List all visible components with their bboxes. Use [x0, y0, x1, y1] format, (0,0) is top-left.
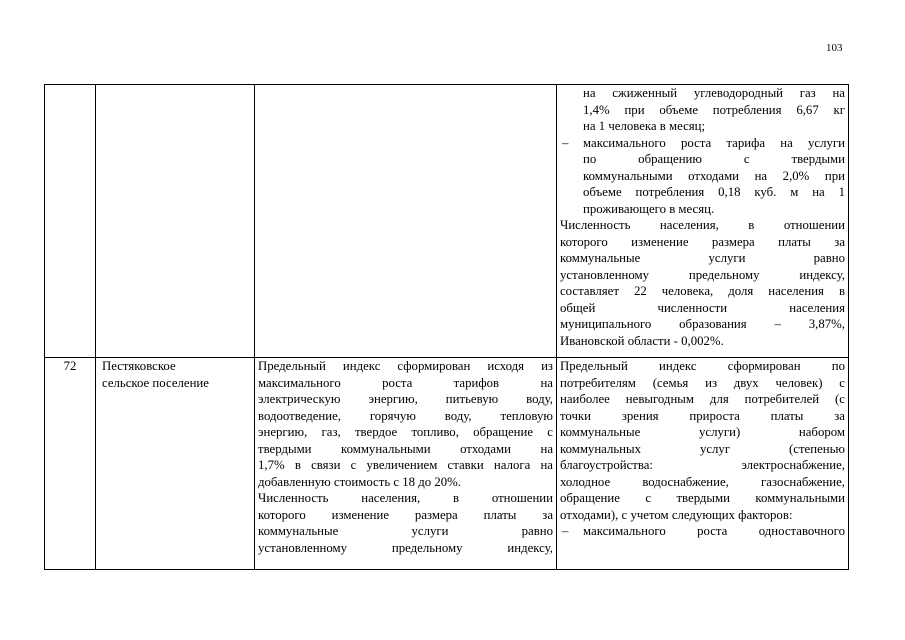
cell-row-number — [45, 358, 96, 570]
text-line: благоустройства: электроснабжение, — [560, 458, 845, 472]
text-line: твердыми коммунальными отходами на — [258, 441, 553, 456]
text-line: установленному предельному индексу, — [258, 540, 553, 555]
text-line: общей численности населения — [560, 300, 845, 315]
text-line: коммунальные услуги) набором — [560, 425, 845, 439]
table-row-continuation — [45, 85, 849, 358]
bullet-item-gas — [560, 85, 845, 135]
dash-marker: – — [562, 524, 569, 538]
text-line: Численность населения, в отношении — [560, 218, 845, 232]
table-row-72 — [45, 358, 849, 570]
text-line: электрическую энергию, питьевую воду, — [258, 392, 553, 406]
text-line: максимального роста одноставочного — [583, 524, 845, 538]
text-line: холодное водоснабжение, газоснабжение, — [560, 474, 845, 489]
text-line: потребителям (семья из двух человек) с — [560, 375, 845, 390]
text-line: которого изменение размера платы за — [560, 234, 845, 249]
text-line: водоотведение, горячую воду, тепловую — [258, 408, 553, 423]
text-line: точки зрения прироста платы за — [560, 408, 845, 423]
text-line: которого изменение размера платы за — [258, 507, 553, 522]
cell-settlement-name — [96, 358, 255, 570]
row-number: 72 — [63, 359, 77, 373]
text-line: Предельный индекс сформирован по — [560, 359, 845, 373]
text-line: объеме потребления 0,18 куб. м на 1 — [583, 185, 845, 199]
settlement-name-line: Пестяковское — [102, 359, 176, 373]
settlement-name-line: сельское поселение — [102, 375, 209, 390]
population-paragraph — [560, 217, 845, 349]
cell-description — [255, 358, 557, 570]
text-line: муниципального образования – 3,87%, — [560, 317, 845, 331]
text-line: установленному предельному индексу, — [560, 267, 845, 282]
page-number: 103 — [826, 42, 843, 54]
text-line: на сжиженный углеводородный газ на — [583, 86, 845, 100]
cell-number-empty — [45, 85, 96, 358]
text-line: по обращению с твердыми — [583, 152, 845, 166]
cell-index-continuation — [557, 85, 849, 358]
text-line: наиболее невыгодным для потребителей (с — [560, 392, 845, 406]
cell-description-empty — [255, 85, 557, 358]
text-line: обращение с твердыми коммунальными — [560, 491, 845, 505]
text-line: 1,4% при объеме потребления 6,67 кг — [583, 102, 845, 117]
data-table — [44, 84, 849, 570]
text-line: на 1 человека в месяц; — [583, 119, 706, 133]
text-line: коммунальные услуги равно — [560, 251, 845, 265]
text-line: максимального роста тарифа на услуги — [583, 135, 845, 150]
text-line: энергию, газ, твердое топливо, обращение с — [258, 425, 553, 439]
text-line: Ивановской области - 0,002%. — [560, 333, 724, 348]
text-line: добавленную стоимость с 18 до 20%. — [258, 474, 462, 489]
text-line: 1,7% в связи с увеличением ставки налога на — [258, 458, 553, 472]
text-line: коммунальные услуги равно — [258, 524, 553, 538]
text-line: отходами), с учетом следующих факторов: — [560, 507, 793, 522]
text-line: Численность населения, в отношении — [258, 491, 553, 505]
dash-marker: – — [562, 135, 569, 150]
bullet-item-single-rate — [560, 523, 845, 540]
text-line: максимального роста тарифов на — [258, 375, 553, 390]
cell-index-formation — [557, 358, 849, 570]
text-line: коммунальными отходами на 2,0% при — [583, 168, 845, 183]
text-line: коммунальных услуг (степенью — [560, 441, 845, 456]
cell-name-empty — [96, 85, 255, 358]
bullet-item-waste — [560, 135, 845, 218]
text-line: проживающего в месяц. — [583, 201, 715, 216]
text-line: Предельный индекс сформирован исходя из — [258, 359, 553, 373]
text-line: составляет 22 человека, доля населения в — [560, 284, 845, 298]
